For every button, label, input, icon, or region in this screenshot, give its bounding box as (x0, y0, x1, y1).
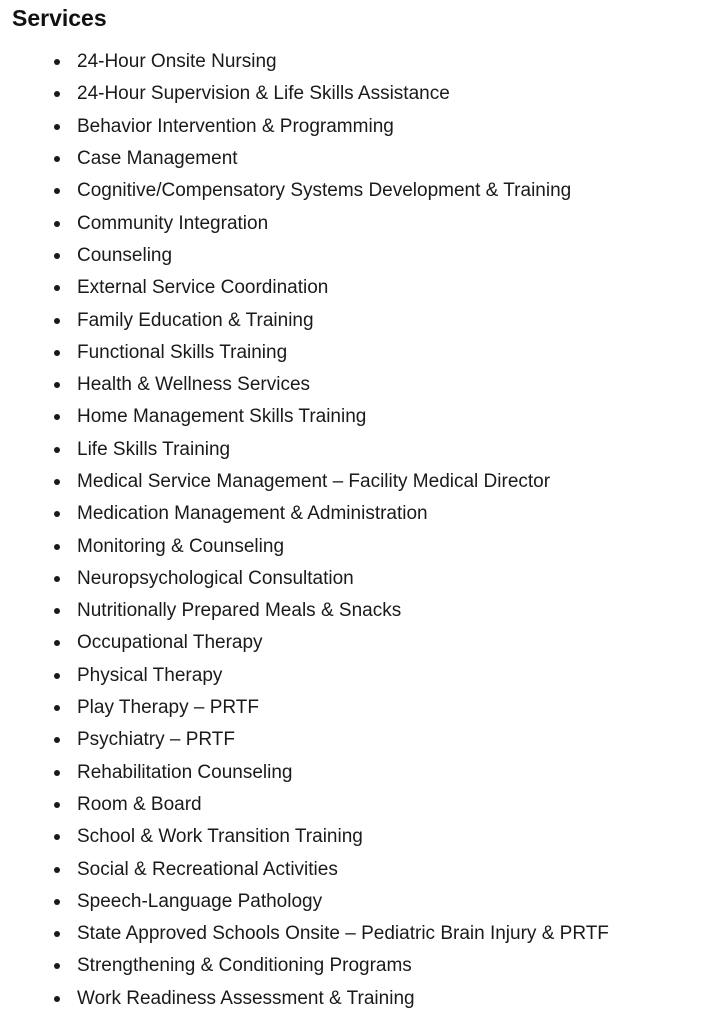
list-item (12, 530, 716, 562)
bullet-icon (54, 673, 60, 679)
bullet-icon (54, 124, 60, 130)
service-label: Rehabilitation Counseling (77, 761, 293, 783)
service-label: State Approved Schools Onsite – Pediatric Brain Injury & PRTF (77, 923, 609, 945)
service-label: Life Skills Training (77, 438, 231, 460)
list-item (12, 111, 716, 143)
list-item (12, 272, 716, 304)
service-label: Home Management Skills Training (77, 406, 367, 428)
list-item (12, 401, 716, 433)
bullet-icon (54, 834, 60, 840)
service-label: Neuropsychological Consultation (77, 567, 354, 589)
list-item (12, 757, 716, 789)
service-label: Case Management (77, 148, 238, 170)
bullet-icon (54, 963, 60, 969)
bullet-icon (54, 59, 60, 65)
bullet-icon (54, 479, 60, 485)
bullet-icon (54, 899, 60, 905)
service-label: Play Therapy – PRTF (77, 697, 259, 719)
service-label: Health & Wellness Services (77, 374, 311, 396)
bullet-icon (54, 640, 60, 646)
bullet-icon (54, 867, 60, 873)
service-label: Medication Management & Administration (77, 503, 428, 525)
list-item (12, 143, 716, 175)
bullet-icon (54, 608, 60, 614)
bullet-icon (54, 382, 60, 388)
service-label: Community Integration (77, 212, 269, 234)
service-label: Cognitive/Compensatory Systems Development & Training (77, 180, 572, 202)
bullet-icon (54, 705, 60, 711)
list-item (12, 724, 716, 756)
bullet-icon (54, 511, 60, 517)
list-item (12, 627, 716, 659)
bullet-icon (54, 447, 60, 453)
list-item (12, 369, 716, 401)
list-item (12, 821, 716, 853)
list-item (12, 466, 716, 498)
list-item (12, 304, 716, 336)
service-label: Functional Skills Training (77, 341, 288, 363)
service-label: Speech-Language Pathology (77, 890, 323, 912)
list-item (12, 46, 716, 78)
service-label: Nutritionally Prepared Meals & Snacks (77, 600, 402, 622)
service-label: Monitoring & Counseling (77, 535, 285, 557)
bullet-icon (54, 544, 60, 550)
service-label: Counseling (77, 244, 173, 266)
list-item (12, 853, 716, 885)
service-label: Strengthening & Conditioning Programs (77, 955, 412, 977)
services-list (12, 46, 716, 1015)
bullet-icon (54, 931, 60, 937)
list-item (12, 789, 716, 821)
list-item (12, 78, 716, 110)
service-label: Social & Recreational Activities (77, 858, 338, 880)
bullet-icon (54, 802, 60, 808)
service-label: 24-Hour Supervision & Life Skills Assistance (77, 83, 450, 105)
list-item (12, 498, 716, 530)
bullet-icon (54, 156, 60, 162)
bullet-icon (54, 770, 60, 776)
service-label: Occupational Therapy (77, 632, 263, 654)
service-label: Family Education & Training (77, 309, 314, 331)
bullet-icon (54, 91, 60, 97)
service-label: Psychiatry – PRTF (77, 729, 236, 751)
list-item (12, 563, 716, 595)
bullet-icon (54, 996, 60, 1002)
list-item (12, 692, 716, 724)
service-label: School & Work Transition Training (77, 826, 363, 848)
service-label: Work Readiness Assessment & Training (77, 987, 415, 1009)
bullet-icon (54, 318, 60, 324)
bullet-icon (54, 221, 60, 227)
services-heading: Services (12, 5, 107, 31)
list-item (12, 886, 716, 918)
bullet-icon (54, 576, 60, 582)
list-item (12, 918, 716, 950)
bullet-icon (54, 188, 60, 194)
bullet-icon (54, 285, 60, 291)
list-item (12, 660, 716, 692)
list-item (12, 207, 716, 239)
list-item (12, 434, 716, 466)
list-item (12, 240, 716, 272)
service-label: Medical Service Management – Facility Medical Director (77, 471, 551, 492)
bullet-icon (54, 737, 60, 743)
list-item (12, 595, 716, 627)
service-label: 24-Hour Onsite Nursing (77, 51, 277, 73)
list-item (12, 175, 716, 207)
list-item (12, 950, 716, 982)
service-label: External Service Coordination (77, 277, 329, 299)
bullet-icon (54, 350, 60, 356)
service-label: Room & Board (77, 793, 202, 815)
service-label: Physical Therapy (77, 664, 223, 686)
list-item (12, 337, 716, 369)
bullet-icon (54, 414, 60, 420)
list-item (12, 983, 716, 1015)
bullet-icon (54, 253, 60, 259)
service-label: Behavior Intervention & Programming (77, 115, 394, 137)
